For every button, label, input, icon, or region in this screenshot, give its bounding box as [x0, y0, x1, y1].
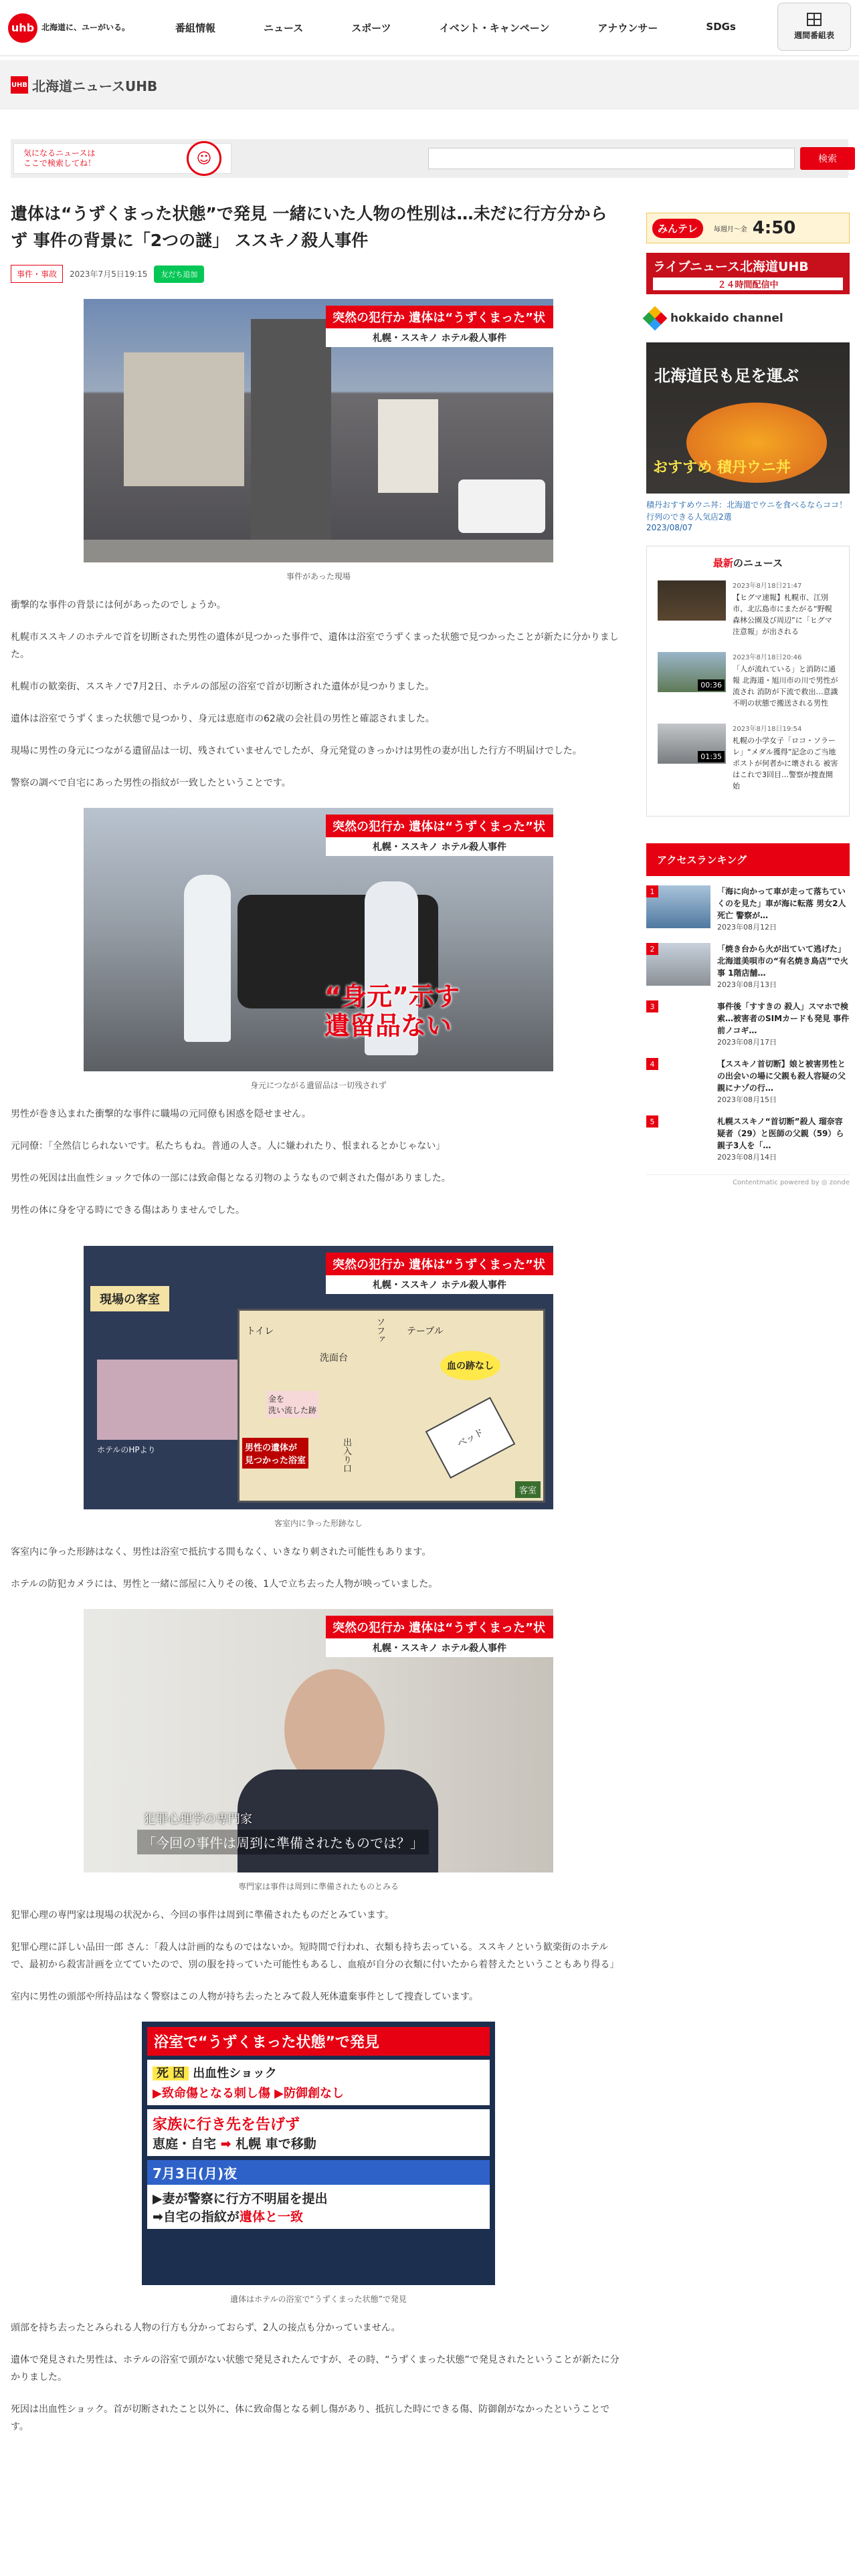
article-paragraph: 男性の体に身を守る時にできる傷はありませんでした。: [11, 1205, 245, 1216]
channel-title: hokkaido channel: [670, 312, 783, 325]
mascot-icon: ☺: [187, 141, 221, 176]
article-paragraph: 衝撃的な事件の背景には何があったのでしょうか。: [11, 600, 226, 611]
site-title-bar: [0, 60, 859, 110]
news-thumbnail: [658, 580, 726, 621]
overlay-title: 突然の犯行か 遺体は“うずくまった”状: [326, 1253, 553, 1293]
image-caption-2: 身元につながる遺留品は一切残されず: [250, 1081, 387, 1090]
article: [11, 201, 626, 2436]
search-bar: [11, 139, 848, 178]
overlay-subtitle: 札幌・ススキノ ホテル殺人事件: [326, 328, 553, 347]
article-image-2: [84, 808, 553, 1071]
article-paragraph: 犯罪心理の専門家は現場の状況から、今回の事件は周到に準備されたものだとみています。: [11, 1910, 394, 1921]
summary-fatal: 致命傷となる刺し傷: [161, 2086, 270, 2101]
weekly-schedule-label: 週間番組表: [793, 31, 834, 40]
sink-label: 洗面台: [320, 1353, 348, 1364]
ranking-item[interactable]: 5 札幌ススキノ“首切断”殺人 瑠奈容疑者（29）と医師の父親（59）ら親子3人を「… 2023年08月14日: [646, 1115, 850, 1164]
promo-image-text: 北海道民も足を運ぶ: [654, 366, 799, 385]
article-paragraph: 元同僚：「全然信じられないです。私たちもね。普通の人さ。人に嫌われたり、恨まれるとかじゃない」: [11, 1141, 446, 1152]
expert-role: 犯罪心理学の専門家: [144, 1812, 252, 1826]
sofa-label: ソファ: [375, 1317, 385, 1344]
access-ranking-heading: アクセスランキング: [646, 843, 850, 876]
image-caption-5: 遺体はホテルの浴室で“うずくまった状態”で発見: [230, 2294, 407, 2304]
channel-logo-icon: [643, 306, 668, 331]
image-caption-3: 客室内に争った形跡なし: [274, 1519, 363, 1528]
article-image-1: [84, 299, 553, 562]
mintele-note: 毎週月～金: [713, 225, 747, 233]
news-thumbnail: [658, 652, 726, 692]
article-paragraph: 札幌市の歓楽街、ススキノで7月2日、ホテルの部屋の浴室で首が切断された遺体が見つかりました。: [11, 681, 435, 692]
sidebar: [646, 213, 850, 1186]
article-paragraph: 男性が巻き込まれた衝撃的な事件に職場の元同僚も困惑を隠せません。: [11, 1109, 311, 1119]
live-news-banner[interactable]: [646, 253, 850, 294]
mintele-brand: みんテレ: [652, 219, 703, 238]
uhb-badge-icon: UHB: [11, 76, 28, 94]
live-news-sub: ２４時間配信中: [653, 278, 843, 290]
article-paragraph: 男性の死因は出血性ショックで体の一部には致命傷となる刃物のようなもので刺された傷がありました。: [11, 1173, 451, 1184]
ranking-item[interactable]: 3 事件後「すすきの 殺人」スマホで検索…被害者のSIMカードも発見 事件前ノコギ… 2023年08月17日: [646, 1000, 850, 1049]
article-paragraph: 犯罪心理に詳しい品田一郎 さん：「殺人は計画的なものではないか。短時間で行われ、衣類も持ち去っている。ススキノという歓楽街のホテルで、最初から殺害計画を立てていたので、別の服を持っていた可能性もあるし、血痕が自分の衣類に付いたから着替えたということもあり得る」: [11, 1942, 619, 1970]
article-paragraph: 客室内に争った形跡はなく、男性は浴室で抵抗する間もなく、いきなり刺された可能性もあります。: [11, 1547, 432, 1558]
nav-sdgs[interactable]: SDGs: [706, 21, 736, 33]
live-news-title: ライブニュース北海道UHB: [653, 259, 809, 274]
site-title[interactable]: 北海道ニュースUHB: [32, 78, 158, 94]
global-nav: [175, 21, 859, 35]
cause-text: 出血性ショック: [193, 2066, 277, 2080]
latest-news-item[interactable]: 01:35 2023年8月18日19:54 札幌の小学女子「ロコ・ソラーレ」“メダル獲得”記念のご当地ポストが何者かに壊される 被害はこれで3回目…警察が捜査開始: [658, 724, 838, 792]
summary-fingerprint: 自宅の指紋が: [163, 2210, 240, 2224]
overlay-caption: “身元”示す 遺留品ない: [324, 982, 460, 1041]
promo-date: 2023/08/07: [646, 523, 693, 532]
mintele-banner[interactable]: [646, 213, 850, 243]
logo-tagline: 北海道に、ユーがいる。: [41, 23, 130, 32]
line-add-friend-button[interactable]: 友だち追加: [154, 265, 204, 283]
article-paragraph: ホテルの防犯カメラには、男性と一緒に部屋に入りその後、1人で立ち去った人物が映っていました。: [11, 1579, 438, 1590]
article-paragraph: 警察の調べで自宅にあった男性の指紋が一致したということです。: [11, 778, 291, 788]
article-paragraph: 遺体は浴室でうずくまった状態で見つかり、身元は恵庭市の62歳の会社員の男性と確認されました。: [11, 714, 435, 724]
mintele-time: 4:50: [752, 218, 796, 238]
entrance-label: 出入り口: [341, 1438, 351, 1473]
summary-panel-image: 浴室で“うずくまった状態”で発見 死 因 出血性ショック ▶致命傷となる刺し傷 ▶防御創なし 家族に行き先を告げず 恵庭・自宅 ➡ 札幌 車で移動 7月3日(月)夜 ▶妻が警察に行方不明届を提出 ➡自宅の指紋が遺体と一致: [142, 2022, 495, 2285]
summary-line-4a: 家族に行き先を告げず: [153, 2117, 300, 2133]
overlay-subtitle: 札幌・ススキノ ホテル殺人事件: [326, 837, 553, 856]
bed-label: ベッド: [425, 1397, 516, 1479]
ranking-item[interactable]: 4 【ススキノ首切断】娘と被害男性との出会いの場に父親も殺人容疑の父親にナゾの行… 2023年08月15日: [646, 1058, 850, 1106]
promo-title[interactable]: 積丹おすすめウニ丼：北海道でウニを食べるならココ！行列のできる人気店2選: [646, 500, 848, 522]
uhb-logo[interactable]: [8, 13, 175, 43]
overlay-title: 突然の犯行か 遺体は“うずくまった”状: [326, 815, 553, 855]
hotel-hp-label: ホテルのHPより: [97, 1445, 156, 1455]
body-label: 男性の遺体が 見つかった浴室: [242, 1438, 308, 1469]
image-caption-4: 専門家は事件は周到に準備されたものとみる: [237, 1882, 399, 1891]
blood-label: 血の跡なし: [440, 1351, 500, 1380]
summary-date: 7月3日(月)夜: [147, 2160, 490, 2185]
article-paragraph: 頭部を持ち去ったとみられる人物の行方も分かっておらず、2人の接点も分かっていません。: [11, 2323, 401, 2333]
summary-line-1: 浴室で“うずくまった状態”で発見: [147, 2027, 490, 2056]
site-header: [0, 0, 859, 56]
latest-news-item[interactable]: 00:36 2023年8月18日20:46 「人が流れている」と消防に通報 北海道・旭川市の川で男性が流され 消防が下流で救出…意識不明の状態で搬送される男性: [658, 652, 838, 709]
summary-no-defense: 防御創なし: [283, 2086, 344, 2101]
summary-home: 恵庭・自宅: [153, 2137, 217, 2151]
article-meta: [11, 265, 626, 283]
article-paragraph: 現場に男性の身元につながる遺留品は一切、残されていませんでしたが、身元発覚のきっかけは男性の妻が出した行方不明届けでした。: [11, 746, 582, 756]
nav-events[interactable]: イベント・キャンペーン: [439, 22, 550, 34]
article-date: 2023年7月5日19:15: [70, 270, 148, 279]
summary-sapporo: 札幌 車で移動: [235, 2137, 316, 2151]
article-paragraph: 死因は出血性ショック。首が切断されたこと以外に、体に致命傷となる刺し傷があり、抵抗した時にできる傷、防御創がなかったということです。: [11, 2404, 610, 2432]
expert-interview-image: [84, 1609, 553, 1872]
promo-image: [646, 342, 850, 494]
search-promo: [13, 143, 231, 174]
article-headline: 遺体は“うずくまった状態”で発見 一緒にいた人物の性別は…未だに行方分からず 事件の背景に「2つの謎」 ススキノ殺人事件: [11, 204, 607, 250]
video-duration: 00:36: [698, 679, 725, 691]
category-tag[interactable]: 事件・事故: [11, 265, 63, 283]
cause-tag: 死 因: [153, 2066, 189, 2080]
toilet-label: トイレ: [246, 1326, 274, 1337]
sea-urchin-promo[interactable]: [646, 342, 850, 532]
summary-match: 遺体と一致: [239, 2210, 303, 2224]
article-paragraph: 札幌市ススキノのホテルで首を切断された男性の遺体が見つかった事件で、遺体は浴室でうずくまった状態で見つかったことが新たに分かりました。: [11, 632, 619, 660]
image-caption-1: 事件があった現場: [286, 572, 351, 581]
towel-label: 金を 洗い流した跡: [266, 1391, 318, 1418]
logo-badge: uhb: [8, 13, 37, 43]
ranking-list: [646, 885, 850, 1164]
article-paragraph: 遺体で発見された男性は、ホテルの浴室で頭がない状態で発見されたんですが、その時、“うずくまった状態”で発見されたということが新たに分かりました。: [11, 2355, 619, 2383]
table-label: テーブル: [407, 1326, 444, 1337]
overlay-subtitle: 札幌・ススキノ ホテル殺人事件: [326, 1275, 553, 1294]
search-button[interactable]: 検索: [800, 147, 855, 170]
grid-icon: [807, 13, 822, 26]
ranking-item[interactable]: 1 「海に向かって車が走って落ちていくのを見た」車が海に転落 男女2人死亡 警察が… 2023年08月12日: [646, 885, 850, 934]
overlay-title: 突然の犯行か 遺体は“うずくまった”状: [326, 306, 553, 346]
expert-quote: 「今回の事件は周到に準備されたものでは？」: [137, 1830, 429, 1854]
promo-image-sub: おすすめ 積丹ウニ丼: [653, 459, 791, 476]
news-thumbnail: [658, 724, 726, 764]
nav-programs[interactable]: 番組情報: [175, 22, 216, 34]
article-paragraph: 室内に男性の頭部や所持品はなく警察はこの人物が持ち去ったとみて殺人死体遺棄事件として捜査しています。: [11, 1992, 478, 2002]
nav-announcers[interactable]: アナウンサー: [597, 22, 658, 34]
hokkaido-channel-banner[interactable]: [646, 304, 850, 333]
weekly-schedule-button[interactable]: [777, 3, 851, 51]
powered-by: Contentmatic powered by ◎ zonde: [646, 1174, 850, 1186]
summary-report: 妻が警察に行方不明届を提出: [162, 2191, 328, 2206]
overlay-title: 突然の犯行か 遺体は“うずくまった”状: [326, 1616, 553, 1656]
nav-news[interactable]: ニュース: [264, 22, 304, 34]
room-tag: 客室: [515, 1481, 541, 1498]
room-diagram-image: [84, 1246, 553, 1509]
ranking-item[interactable]: 2 「焼き台から火が出ていて逃げた」北海道美唄市の“有名焼き鳥店”で火事 1階店舗… 2023年08月13日: [646, 943, 850, 991]
latest-news-item[interactable]: 2023年8月18日21:47 【ヒグマ速報】札幌市、江別市、北広島市にまたがる“野幌森林公園及び周辺”に「ヒグマ注意報」が出される: [658, 580, 838, 637]
search-promo-text: 気になるニュースは ここで検索してね！: [23, 148, 96, 168]
latest-news-heading: 最新のニュース: [712, 557, 783, 569]
latest-news-box: [646, 546, 850, 817]
video-duration: 01:35: [698, 751, 725, 762]
search-input[interactable]: [428, 148, 795, 169]
overlay-subtitle: 札幌・ススキノ ホテル殺人事件: [326, 1638, 553, 1657]
nav-sports[interactable]: スポーツ: [351, 22, 391, 34]
room-label: 現場の客室: [90, 1286, 169, 1311]
